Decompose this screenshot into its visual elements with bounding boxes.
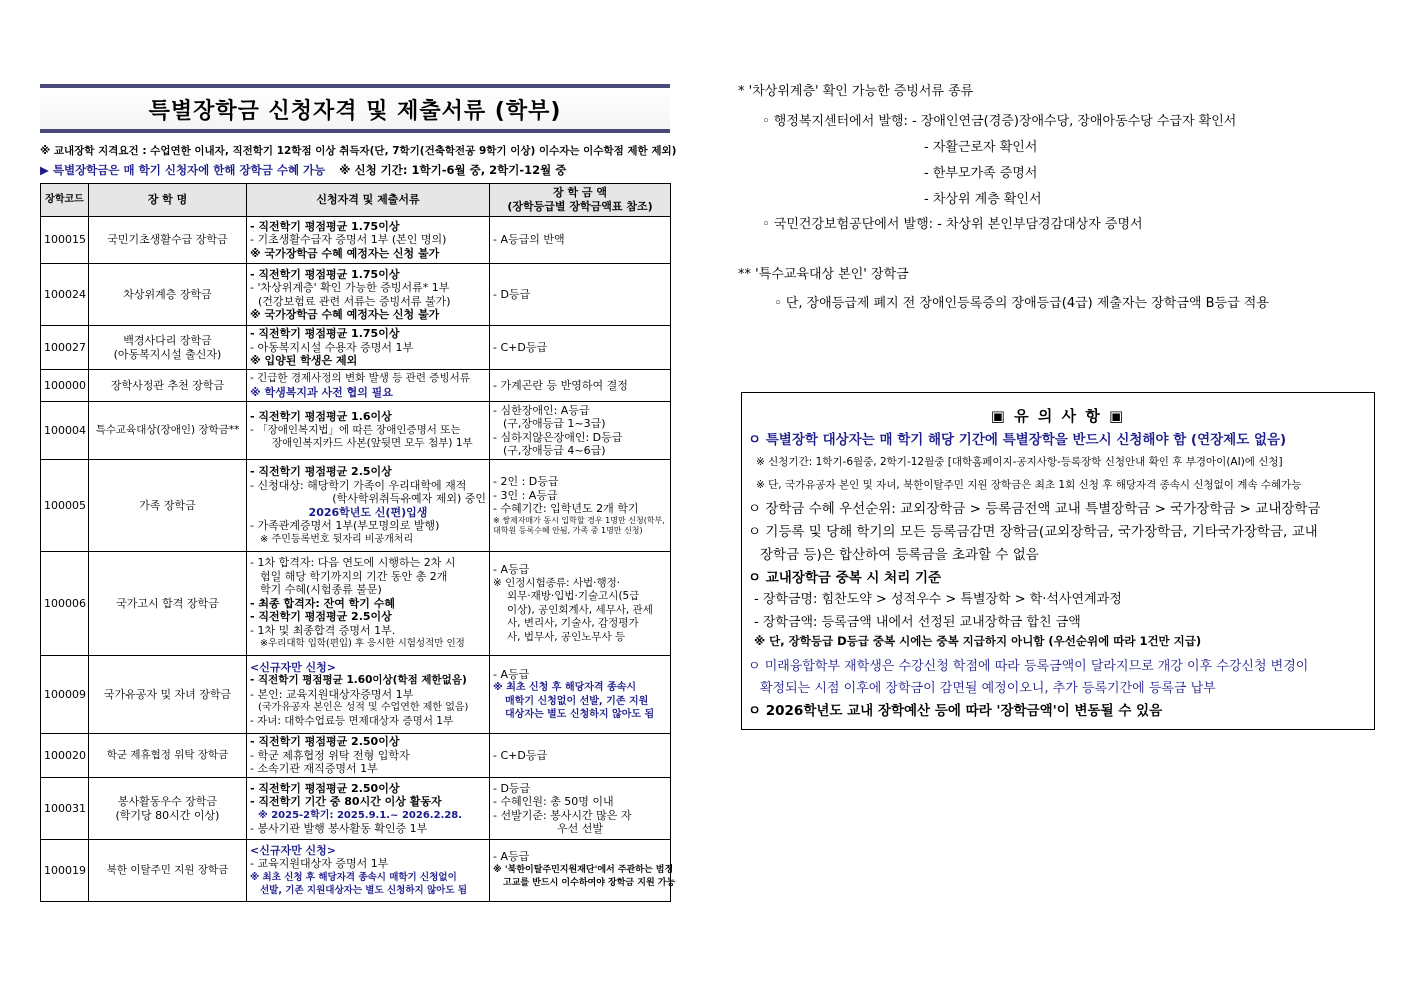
period-text: ※ 신청 기간: 1학기-6월 중, 2학기-12월 중 <box>339 163 567 177</box>
amount-line: - 심한장애인: A등급 <box>493 403 590 417</box>
row-qual <box>247 656 490 734</box>
qual-line: ※ 국가장학금 수혜 예정자는 신청 불가 <box>250 308 440 321</box>
amount-line: - D등급 <box>493 287 531 301</box>
qual-line: - 자녀: 대학수업료등 면제대상자 증명서 1부 <box>250 714 454 727</box>
qual-line: - 직전학기 평점평균 1.6이상 <box>250 410 392 424</box>
row-qual <box>247 370 490 402</box>
amount-line: - A등급 <box>493 850 530 864</box>
qual-line: ※우리대학 입학(편입) 후 응시한 시험성적만 인정 <box>260 638 465 650</box>
row-name: 학군 제휴협정 위탁 장학금 <box>89 734 247 778</box>
row-code: 100031 <box>41 778 89 840</box>
amount-line: 이상), 공인회계사, 세무사, 관세 <box>507 603 653 616</box>
row-name <box>89 326 247 370</box>
qual-line: <신규자만 신청> <box>250 660 337 674</box>
header-amount-line2: (장학등급별 장학금액표 참조) <box>507 200 653 213</box>
qual-line: - 학군 제휴협정 위탁 전형 입학자 <box>250 748 410 762</box>
qual-line: - 소속기관 재직증명서 1부 <box>250 762 378 776</box>
amount-line: - 가계곤란 등 반영하여 결정 <box>493 378 628 392</box>
row-code: 100004 <box>41 402 89 460</box>
header-amount <box>490 184 671 217</box>
qual-line: - 아동복지시설 수용자 증명서 1부 <box>250 340 414 354</box>
table-row <box>41 370 671 402</box>
qual-line: - '차상위계층' 확인 가능한 증빙서류* 1부 <box>250 281 450 294</box>
row-code: 100024 <box>41 264 89 326</box>
amount-line: - D등급 <box>493 781 531 795</box>
row-name: 북한 이탈주민 지원 장학금 <box>89 840 247 902</box>
caution-box <box>741 392 1375 730</box>
row-amount <box>490 778 671 840</box>
row-amount <box>490 734 671 778</box>
table-header-row <box>41 184 671 217</box>
row-qual <box>247 264 490 326</box>
table-row <box>41 656 671 734</box>
qual-line: 선발, 기존 지원대상자는 별도 신청하지 않아도 됨 <box>260 885 467 896</box>
table-row <box>41 402 671 460</box>
row-name-line: (학기당 80시간 이상) <box>115 808 220 822</box>
caution-item-cont: 장학금 등)은 합산하여 등록금을 초과할 수 없음 <box>760 547 1039 563</box>
qual-line: - 「장애인복지법」에 따른 장애인증명서 또는 <box>250 423 461 436</box>
qual-line: - 신청대상: 해당학기 가족이 우리대학에 재적 <box>250 478 467 492</box>
row-qual <box>247 552 490 656</box>
row-qual <box>247 734 490 778</box>
caution-subitem: - 장학금액: 등록금액 내에서 선정된 교내장학금 합친 금액 <box>754 615 1081 630</box>
qual-line: - 직전학기 기간 중 80시간 이상 활동자 <box>250 795 442 808</box>
amount-line: - C+D등급 <box>493 748 548 762</box>
amount-line: - 2인 : D등급 <box>493 475 559 489</box>
qual-line: - 교육지원대상자 증명서 1부 <box>250 857 389 870</box>
row-qual <box>247 326 490 370</box>
table-row <box>41 840 671 902</box>
header-amount-line1: 장 학 금 액 <box>553 186 607 199</box>
left-panel <box>40 84 677 902</box>
table-row <box>41 734 671 778</box>
notice-line <box>40 162 670 178</box>
evidence-line: - 차상위 계층 확인서 <box>924 192 1042 207</box>
row-name: 가족 장학금 <box>89 460 247 552</box>
qual-line: (학사학위취득유예자 제외) 중인 <box>332 492 486 505</box>
qual-line: - 직전학기 평점평균 1.60이상(학점 제한없음) <box>250 674 467 687</box>
table-row <box>41 460 671 552</box>
table-row <box>41 778 671 840</box>
header-name: 장 학 명 <box>89 184 247 217</box>
amount-line: - 선발기준: 봉사시간 많은 자 <box>493 808 632 822</box>
amount-line: 대상자는 별도 신청하지 않아도 됨 <box>505 709 655 720</box>
qual-line: 장애인복지카드 사본(앞뒷면 모두 첨부) 1부 <box>272 437 473 450</box>
table-row <box>41 217 671 264</box>
row-amount <box>490 460 671 552</box>
amount-line: ※ '북한이탈주민지원재단'에서 주관하는 범정 <box>493 864 674 875</box>
amount-line: - A등급 <box>493 563 530 576</box>
evidence-line: - 자활근로자 확인서 <box>924 140 1038 155</box>
qual-line: - 기초생활수급자 증명서 1부 (본인 명의) <box>250 233 447 247</box>
scholarship-table <box>40 183 676 902</box>
evidence-heading: * '차상위계층' 확인 가능한 증빙서류 종류 <box>738 84 974 99</box>
evidence-line: ◦ 행정복지센터에서 발행: - 장애인연금(경증)장애수당, 장애아동수당 수급자 확인서 <box>762 114 1237 129</box>
caution-item: ㅇ 기등록 및 당해 학기의 모든 등록금감면 장학금(교외장학금, 국가장학금, 기타국가장학금, 교내 <box>748 524 1318 540</box>
row-qual <box>247 402 490 460</box>
caution-subitem: ※ 단, 장학등급 D등급 중복 시에는 중복 지급하지 아니함 (우선순위에 따라 1건만 지급) <box>754 634 1202 648</box>
amount-line: 사, 법무사, 공인노무사 등 <box>507 630 626 643</box>
qual-line: - 가족관계증명서 1부(부모명의로 발행) <box>250 519 440 532</box>
table-row <box>41 264 671 326</box>
qual-line: - 봉사기관 발행 봉사활동 확인증 1부 <box>250 822 428 835</box>
row-name: 국가고시 합격 장학금 <box>89 552 247 656</box>
row-code: 100015 <box>41 217 89 264</box>
amount-line: - 심하지않은장애인: D등급 <box>493 430 623 444</box>
row-name: 특수교육대상(장애인) 장학금** <box>89 402 247 460</box>
caution-title: ▣ 유 의 사 항 ▣ <box>990 407 1126 425</box>
qual-line: - 1차 및 최종합격 증명서 1부. <box>250 623 396 637</box>
qual-line: ※ 국가장학금 수혜 예정자는 신청 불가 <box>250 246 440 260</box>
row-qual <box>247 778 490 840</box>
caution-item-cont: 확정되는 시점 이후에 장학금이 감면될 예정이오니, 추가 등록기간에 등록금 납부 <box>760 681 1216 696</box>
amount-line: (구,장애등급 4~6급) <box>503 444 606 457</box>
qual-line: 2026학년도 신(편)입생 <box>308 505 428 519</box>
header-code: 장학코드 <box>41 184 89 217</box>
caution-item: ㅇ 교내장학금 중복 시 처리 기준 <box>748 570 942 586</box>
amount-line: - A등급 <box>493 667 530 681</box>
amount-line: - C+D등급 <box>493 340 548 354</box>
table-row <box>41 552 671 656</box>
row-name: 국가유공자 및 자녀 장학금 <box>89 656 247 734</box>
row-name: 국민기초생활수급 장학금 <box>89 217 247 264</box>
row-code: 100009 <box>41 656 89 734</box>
page-title: 특별장학금 신청자격 및 제출서류 (학부) <box>40 84 670 133</box>
row-code: 100020 <box>41 734 89 778</box>
row-name: 장학사정관 추천 장학금 <box>89 370 247 402</box>
qual-line: - 직전학기 평점평균 2.5이상 <box>250 610 392 624</box>
row-name-line: (아동복지시설 출신자) <box>113 347 222 361</box>
amount-line: - 수혜인원: 총 50명 이내 <box>493 795 614 808</box>
caution-item: ㅇ 특별장학 대상자는 매 학기 해당 기간에 특별장학을 반드시 신청해야 함 (연장제도 없음) <box>748 432 1287 448</box>
caution-item: ㅇ 장학금 수혜 우선순위: 교외장학금 > 등록금전액 교내 특별장학금 > 국가장학금 > 교내장학금 <box>748 501 1321 517</box>
row-qual <box>247 840 490 902</box>
eligibility-requirement: ※ 교내장학 지격요건 : 수업연한 이내자, 직전학기 12학점 이상 취득자(단, 7학기(건축학전공 9학기 이상) 이수자는 이수학점 제한 제외) <box>40 145 677 157</box>
amount-line: - 3인 : A등급 <box>493 488 558 502</box>
notice-text: ▶ 특별장학금은 매 학기 신청자에 한해 장학금 수혜 가능 <box>40 163 326 177</box>
caution-subitem: - 장학금명: 힘찬도약 > 성적우수 > 특별장학 > 학·석사연계과정 <box>754 592 1122 607</box>
amount-line: 우선 선발 <box>556 822 603 835</box>
qual-line: ※ 2025-2학기: 2025.9.1.~ 2026.2.28. <box>258 809 463 821</box>
special-education-line: ◦ 단, 장애등급제 폐지 전 장애인등록증의 장애등급(4급) 제출자는 장학금액 B등급 적용 <box>774 296 1269 311</box>
qual-line: - 긴급한 경제사정의 변화 발생 등 관련 증빙서류 <box>250 372 470 384</box>
qual-line: 험일 해당 학기까지의 기간 동안 총 2개 <box>260 569 448 583</box>
row-code: 100019 <box>41 840 89 902</box>
row-qual <box>247 217 490 264</box>
qual-line: ※ 최초 신청 후 해당자격 종속시 매학기 신청없이 <box>250 871 457 883</box>
row-name-line: 백경사다리 장학금 <box>123 334 212 347</box>
amount-line: - A등급의 반액 <box>493 233 565 247</box>
row-name <box>89 778 247 840</box>
amount-line: ※ 최초 신청 후 해당자격 종속시 <box>493 682 637 693</box>
amount-line: - 수혜기간: 입학년도 2개 학기 <box>493 502 639 516</box>
evidence-line: - 한부모가족 증명서 <box>924 166 1038 181</box>
special-education-heading: ** '특수교육대상 본인' 장학금 <box>738 267 909 282</box>
caution-item: ㅇ 미래융합학부 재학생은 수강신청 학점에 따라 등록금액이 달라지므로 개강 이후 수강신청 변경이 <box>748 659 1309 674</box>
amount-line: ※ 쌍제자매가 동시 입학할 경우 1명만 신청(학부, 대학원 등록수혜 안됨, 가족 중 1명만 신청) <box>493 515 665 535</box>
caution-subnote: ※ 신청기간: 1학기-6월중, 2학기-12월중 [대학홈페이지-공지사항-등록장학 신청안내 확인 후 부경아이(AI)에 신청] <box>756 456 1283 468</box>
caution-item: ㅇ 2026학년도 교내 장학예산 등에 따라 '장학금액'이 변동될 수 있음 <box>748 703 1163 719</box>
table-row <box>41 326 671 370</box>
row-code: 100027 <box>41 326 89 370</box>
qual-line: - 1차 합격자: 다음 연도에 시행하는 2차 시 <box>250 556 456 570</box>
amount-line: 고교를 반드시 이수하여야 장학금 지원 가능 <box>503 878 676 889</box>
caution-subnote: ※ 단, 국가유공자 본인 및 자녀, 북한이탈주민 지원 장학금은 최초 1회 신청 후 해당자격 종속시 신청없이 계속 수혜가능 <box>756 479 1302 491</box>
row-amount <box>490 656 671 734</box>
header-qual: 신청자격 및 제출서류 <box>247 184 490 217</box>
row-qual <box>247 460 490 552</box>
qual-line: ※ 주민등록번호 뒷자리 비공개처리 <box>260 533 414 545</box>
qual-line: ※ 학생복지과 사전 협의 필요 <box>250 385 393 399</box>
amount-line: 외무·재방·입법·기술고시(5급 <box>507 590 640 602</box>
row-amount <box>490 552 671 656</box>
qual-line: ※ 입양된 학생은 제외 <box>250 354 358 368</box>
amount-line: 매학기 신청없이 선발, 기존 지원 <box>505 695 649 707</box>
qual-line: - 직전학기 평점평균 1.75이상 <box>250 219 400 233</box>
qual-line: - 직전학기 평점평균 2.50이상 <box>250 781 400 795</box>
row-name-line: 봉사활동우수 장학금 <box>117 795 218 808</box>
row-code: 100000 <box>41 370 89 402</box>
row-code: 100005 <box>41 460 89 552</box>
qual-line: - 직전학기 평점평균 2.50이상 <box>250 735 400 749</box>
row-amount <box>490 264 671 326</box>
amount-line: 사, 변리사, 기술사, 감정평가 <box>507 617 639 629</box>
qual-line: - 직전학기 평점평균 1.75이상 <box>250 267 400 281</box>
qual-line: <신규자만 신청> <box>250 843 337 857</box>
qual-line: - 직전학기 평점평균 2.5이상 <box>250 465 392 478</box>
row-amount <box>490 402 671 460</box>
qual-line: - 최종 합격자: 잔여 학기 수혜 <box>250 596 395 610</box>
qual-line: (국가유공자 본인은 성적 및 수업연한 제한 없음) <box>258 702 469 714</box>
evidence-line: ◦ 국민건강보험공단에서 발행: - 차상위 본인부담경감대상자 증명서 <box>762 217 1143 232</box>
qual-line: - 본인: 교육지원대상자증명서 1부 <box>250 687 414 701</box>
qual-line: (건강보험료 관련 서류는 증빙서류 불가) <box>258 294 451 308</box>
row-amount <box>490 217 671 264</box>
row-amount <box>490 840 676 902</box>
row-amount <box>490 370 671 402</box>
amount-line: (구,장애등급 1~3급) <box>503 417 606 430</box>
qual-line: - 직전학기 평점평균 1.75이상 <box>250 327 400 341</box>
qual-line: 학기 수혜(시험종류 불문) <box>260 583 382 597</box>
amount-line: ※ 인정시험종류: 사법·행정· <box>493 576 621 589</box>
row-code: 100006 <box>41 552 89 656</box>
row-name: 차상위계층 장학금 <box>89 264 247 326</box>
row-amount <box>490 326 671 370</box>
